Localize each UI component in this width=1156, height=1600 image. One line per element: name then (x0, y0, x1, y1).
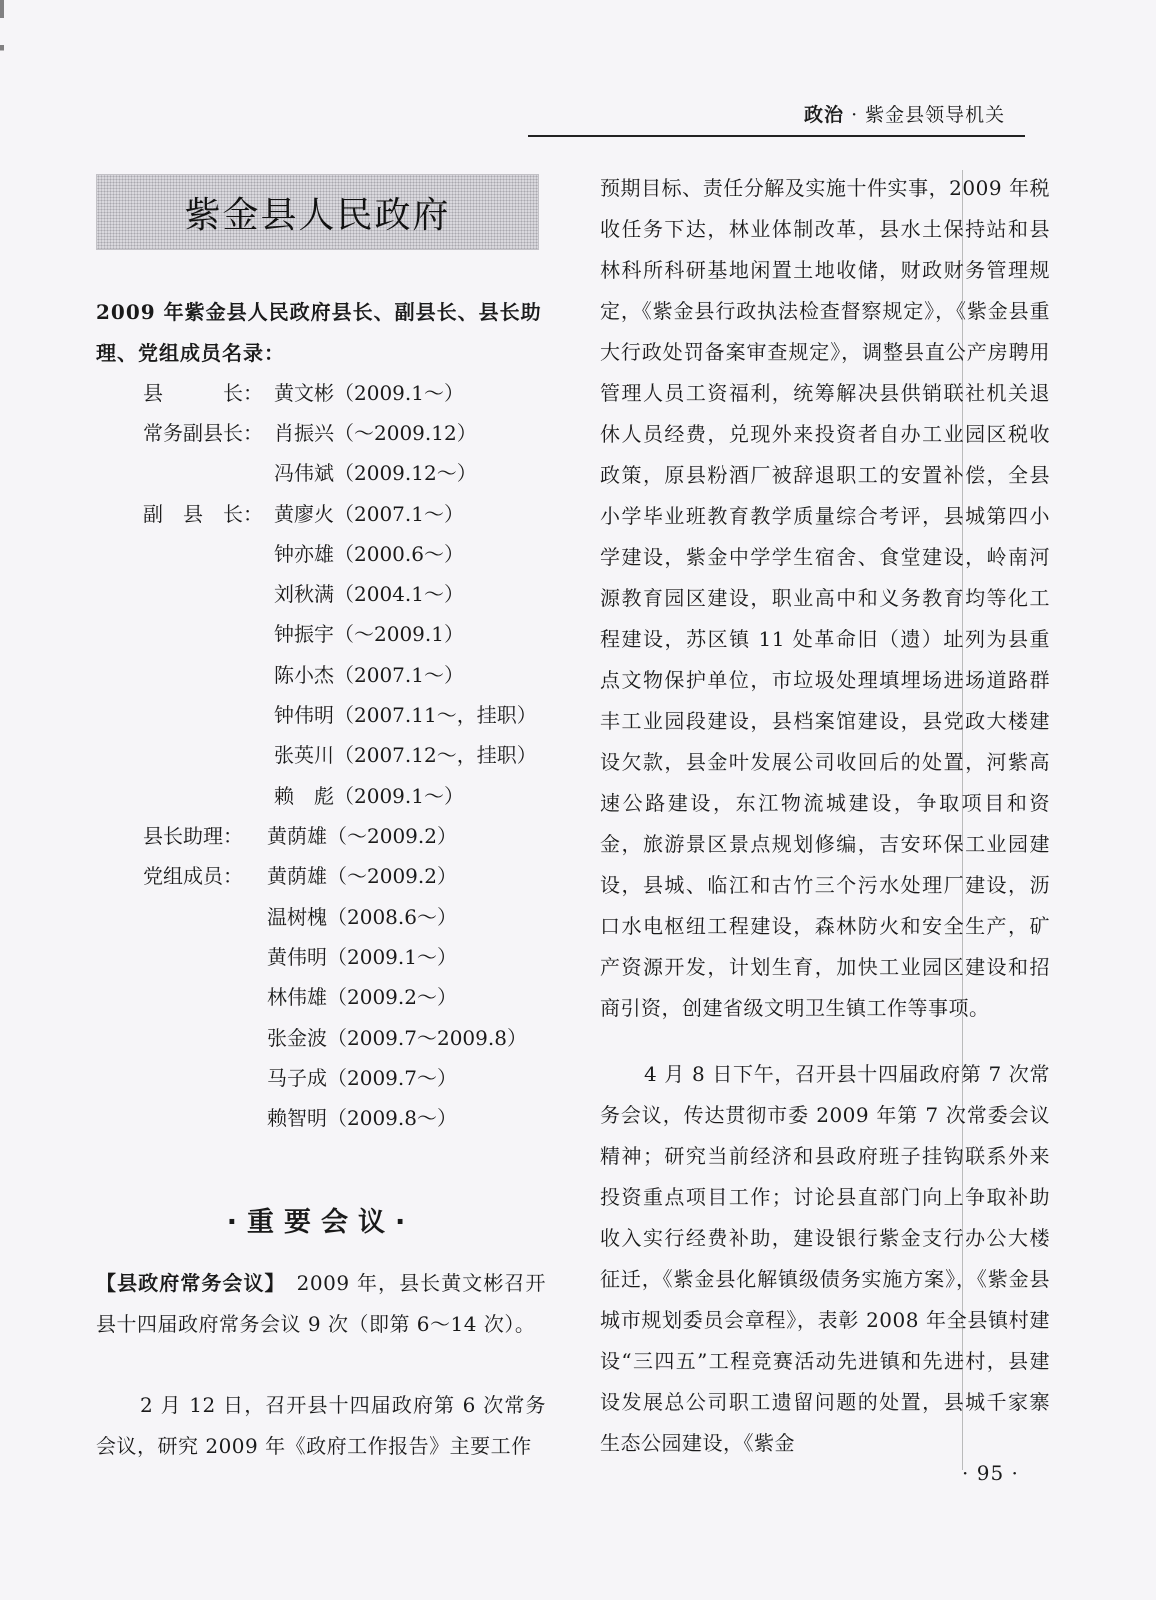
title-banner (96, 174, 539, 250)
header-separator: · (851, 104, 859, 126)
roster-heading: 2009 年紫金县人民政府县长、副县长、县长助理、党组成员名录： (96, 300, 542, 365)
roster-row (0, 856, 560, 897)
roster-row (0, 897, 560, 938)
roster-row (0, 1058, 560, 1099)
header-subsection: 紫金县领导机关 (865, 104, 1006, 126)
roster-name: 赖智明（2009.8～） (267, 1106, 457, 1130)
roster-row (0, 1098, 560, 1139)
running-head (804, 100, 1005, 127)
header-section: 政治 (804, 104, 845, 126)
meeting-intro-text: 2009 年，县长黄文彬召开县十四届政府常务会议 9 次（即第 6～14 次）。 (96, 1271, 546, 1336)
roster-row (0, 977, 560, 1018)
page-number: · 95 · (962, 1461, 1019, 1485)
roster-row (0, 1018, 560, 1059)
roster-row (0, 655, 560, 696)
meeting-intro-paragraph (96, 1263, 546, 1345)
roster-name: 陈小杰（2007.1～） (274, 663, 464, 687)
roster-row (0, 816, 560, 857)
meeting-label: 【县政府常务会议】 (96, 1271, 276, 1295)
roster-row (0, 494, 560, 535)
meeting-paragraph-continued: 预期目标、责任分解及实施十件实事，2009 年税收任务下达，林业体制改革，县水土保持站和县林科所科研基地闲置土地收储，财政财务管理规定，《紫金县行政执法检查督察规定》，《紫金县重大行政处罚备案审查规定》，调整县直公产房聘用管理人员工资福利，统筹解决县供销联社机关退休人员经费，兑现外来投资者自办工业园区税收政策，原县粉酒厂被辞退职工的安置补偿，全县小学毕业班教育教学质量综合考评，县城第四小学建设，紫金中学学生宿舍、食堂建设，岭南河源教育园区建设，职业高中和义务教育均等化工程建设，苏区镇 11 处革命旧（遗）址列为县重点文物保护单位，市垃圾处理填埋场进场道路群丰工业园段建设，县档案馆建设，县党政大楼建设欠款，县金叶发展公司收回后的处置，河紫高速公路建设，东江物流城建设，争取项目和资金，旅游景区景点规划修编，吉安环保工业园建设，县城、临江和古竹三个污水处理厂建设，沥口水电枢纽工程建设，森林防火和安全生产，矿产资源开发，计划生育，加快工业园区建设和招商引资，创建省级文明卫生镇工作等事项。 (600, 176, 1050, 1020)
scan-edge (0, 0, 4, 180)
roster-name: 黄荫雄（～2009.2） (267, 824, 457, 848)
roster-title: 党组成员： (143, 864, 243, 888)
roster-name: 钟亦雄（2000.6～） (274, 542, 464, 566)
roster-row (0, 937, 560, 978)
roster-name: 钟伟明（2007.11～，挂职） (274, 703, 537, 727)
roster-title: 副 县 长： (143, 502, 263, 526)
roster-row (0, 735, 560, 776)
roster-title: 县长助理： (143, 824, 243, 848)
meeting-paragraph: 4 月 8 日下午，召开县十四届政府第 7 次常务会议，传达贯彻市委 2009 年第 7 次常委会议精神；研究当前经济和县政府班子挂钩联系外来投资重点项目工作；讨论县直部门向上争取补助收入实行经费补助，建设银行紫金支行办公大楼征迁，《紫金县化解镇级债务实施方案》，《紫金县城市规划委员会章程》，表彰 2008 年全县镇村建设“三四五”工程竞赛活动先进镇和先进村，县建设发展总公司职工遗留问题的处置，县城千家寨生态公园建设，《紫金 (600, 1062, 1050, 1455)
roster-row (0, 453, 560, 494)
roster-row (0, 534, 560, 575)
roster-name: 黄廖火（2007.1～） (274, 502, 464, 526)
roster-name: 马子成（2009.7～） (267, 1066, 457, 1090)
roster-name: 林伟雄（2009.2～） (267, 985, 457, 1009)
roster-name: 黄荫雄（～2009.2） (267, 864, 457, 888)
roster-name: 黄伟明（2009.1～） (267, 945, 457, 969)
roster-name: 张金波（2009.7～2009.8） (267, 1026, 527, 1050)
section-title: ·重要会议· (226, 1207, 416, 1238)
header-rule (528, 135, 1025, 137)
roster-row (0, 574, 560, 615)
roster-row (0, 413, 560, 454)
page-title: 紫金县人民政府 (184, 194, 451, 236)
roster-name: 黄文彬（2009.1～） (274, 381, 464, 405)
roster-name: 肖振兴（～2009.12） (274, 421, 477, 445)
meeting-paragraph: 2 月 12 日，召开县十四届政府第 6 次常务会议，研究 2009 年《政府工作报告》主要工作 (96, 1393, 546, 1458)
roster-name: 钟振宇（～2009.1） (274, 622, 464, 646)
roster-name: 冯伟斌（2009.12～） (274, 461, 477, 485)
roster-name: 赖 彪（2009.1～） (274, 784, 464, 808)
roster-row (0, 695, 560, 736)
roster-row (0, 614, 560, 655)
roster-title: 县 长： (143, 381, 263, 405)
roster-title: 常务副县长： (143, 421, 263, 445)
roster-row (0, 373, 560, 414)
roster-name: 温树槐（2008.6～） (267, 905, 457, 929)
roster-name: 张英川（2007.12～，挂职） (274, 743, 537, 767)
roster-row (0, 776, 560, 817)
roster-name: 刘秋满（2004.1～） (274, 582, 464, 606)
